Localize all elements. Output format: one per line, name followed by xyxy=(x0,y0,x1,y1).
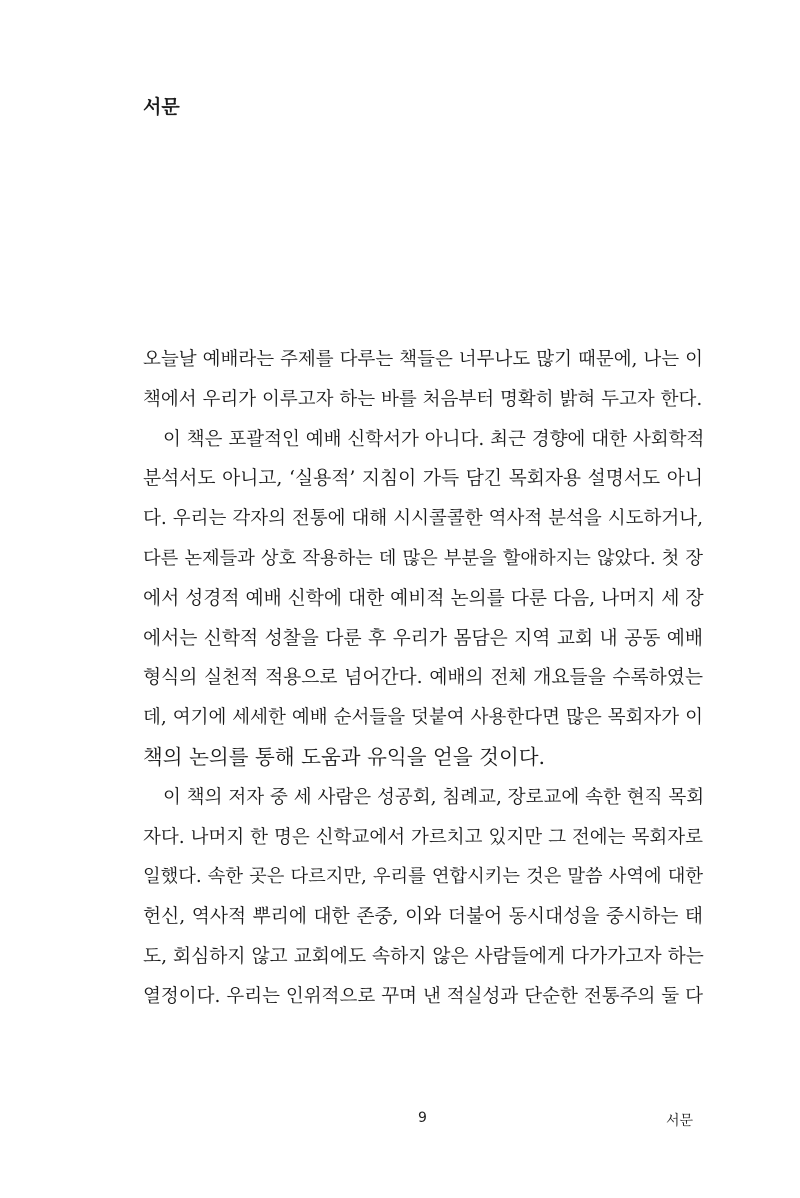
text-line: 분석서도 아니고, ‘실용적’ 지침이 가득 담긴 목회자용 설명서도 아니 xyxy=(143,468,703,490)
text-line: 도, 회심하지 않고 교회에도 속하지 않은 사람들에게 다가가고자 하는 xyxy=(143,945,704,967)
text-line: 책의 논의를 통해 도움과 유익을 얻을 것이다. xyxy=(143,744,546,769)
text-line: 헌신, 역사적 뿌리에 대한 존중, 이와 더불어 동시대성을 중시하는 태 xyxy=(143,906,703,928)
text-line: 열정이다. 우리는 인위적으로 꾸며 낸 적실성과 단순한 전통주의 둘 다 xyxy=(143,985,703,1007)
paragraph xyxy=(143,778,703,1017)
page-number: 9 xyxy=(418,1110,427,1126)
text-line: 일했다. 속한 곳은 다르지만, 우리를 연합시키는 것은 말씀 사역에 대한 xyxy=(143,866,703,888)
text-line: 자다. 나머지 한 명은 신학교에서 가르치고 있지만 그 전에는 목회자로 xyxy=(143,826,703,848)
text-line: 이 책은 포괄적인 예배 신학서가 아니다. 최근 경향에 대한 사회학적 xyxy=(163,428,705,450)
text-line: 형식의 실천적 적용으로 넘어간다. 예배의 전체 개요들을 수록하였는 xyxy=(143,667,703,689)
text-line: 데, 여기에 세세한 예배 순서들을 덧붙여 사용한다면 많은 목회자가 이 xyxy=(143,707,703,729)
text-line: 에서는 신학적 성찰을 다룬 후 우리가 몸담은 지역 교회 내 공동 예배 xyxy=(143,627,703,649)
text-line: 다. 우리는 각자의 전통에 대해 시시콜콜한 역사적 분석을 시도하거나, xyxy=(143,508,703,530)
text-line: 책에서 우리가 이루고자 하는 바를 처음부터 명확히 밝혀 두고자 한다. xyxy=(143,388,703,410)
chapter-title: 서문 xyxy=(143,96,180,118)
text-line: 에서 성경적 예배 신학에 대한 예비적 논의를 다룬 다음, 나머지 세 장 xyxy=(143,587,704,609)
text-line: 오늘날 예배라는 주제를 다루는 책들은 너무나도 많기 때문에, 나는 이 xyxy=(143,349,703,370)
paragraph xyxy=(143,420,703,778)
paragraph xyxy=(143,340,703,420)
text-line: 이 책의 저자 중 세 사람은 성공회, 침례교, 장로교에 속한 현직 목회 xyxy=(163,786,705,808)
body-text xyxy=(143,340,703,1017)
running-head: 서문 xyxy=(666,1113,694,1129)
text-line: 다른 논제들과 상호 작용하는 데 많은 부분을 할애하지는 않았다. 첫 장 xyxy=(143,547,703,569)
